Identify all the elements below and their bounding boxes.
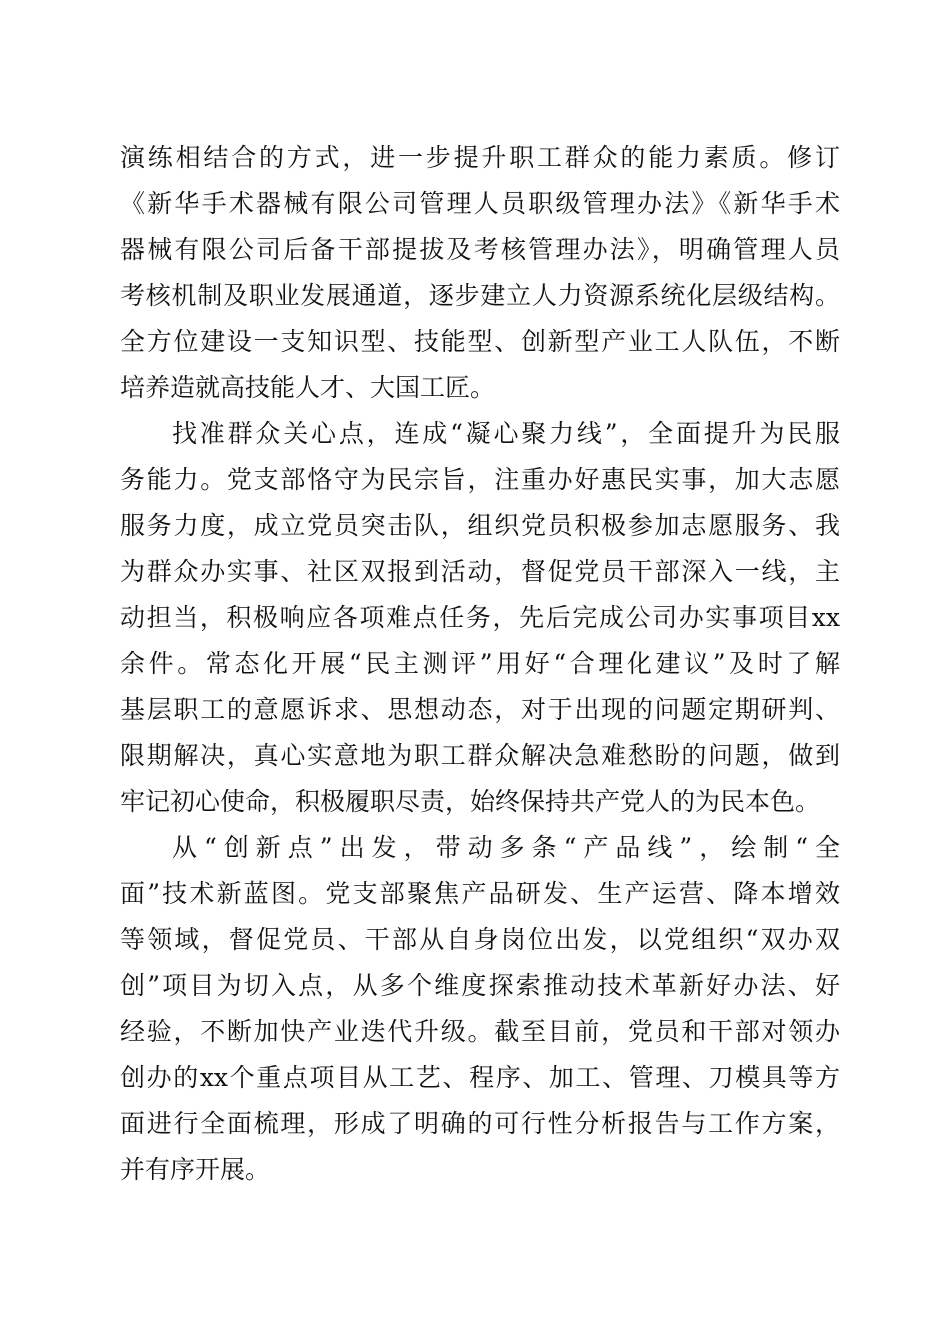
text-line: 全方位建设一支知识型、技能型、创新型产业工人队伍，不断 (120, 327, 840, 356)
text-line: 为群众办实事、社区双报到活动，督促党员干部深入一线，主 (120, 557, 840, 586)
text-line: 并有序开展。 (120, 1155, 271, 1184)
text-line: 服务力度，成立党员突击队，组织党员积极参加志愿服务、我 (120, 511, 840, 540)
text-line: 经验，不断加快产业迭代升级。截至目前，党员和干部对领办 (120, 1017, 840, 1046)
text-line: 等领域，督促党员、干部从自身岗位出发，以党组织“双办双 (120, 925, 840, 954)
text-line: 《新华手术器械有限公司管理人员职级管理办法》《新华手术 (120, 189, 840, 218)
paragraph-1 (120, 135, 840, 411)
text-line: 牢记初心使命，积极履职尽责，始终保持共产党人的为民本色。 (120, 787, 821, 816)
text-line: 余件。常态化开展“民主测评”用好“合理化建议”及时了解 (120, 649, 840, 678)
text-line: 创办的xx个重点项目从工艺、程序、加工、管理、刀模具等方 (120, 1063, 840, 1092)
text-line: 面进行全面梳理，形成了明确的可行性分析报告与工作方案， (120, 1109, 840, 1138)
paragraph-3 (120, 825, 840, 1193)
text-line: 创”项目为切入点，从多个维度探索推动技术革新好办法、好 (120, 971, 840, 1000)
text-line: 基层职工的意愿诉求、思想动态，对于出现的问题定期研判、 (120, 695, 840, 724)
text-line: 演练相结合的方式，进一步提升职工群众的能力素质。修订 (120, 143, 840, 172)
text-line: 从“创新点”出发，带动多条“产品线”，绘制“全 (172, 833, 840, 862)
paragraph-2 (120, 411, 840, 825)
text-line: 找准群众关心点，连成“凝心聚力线”，全面提升为民服 (172, 419, 840, 448)
text-line: 面”技术新蓝图。党支部聚焦产品研发、生产运营、降本增效 (120, 879, 840, 908)
text-line: 器械有限公司后备干部提拔及考核管理办法》，明确管理人员 (120, 235, 840, 264)
text-line: 动担当，积极响应各项难点任务，先后完成公司办实事项目xx (120, 603, 840, 632)
text-line: 考核机制及职业发展通道，逐步建立人力资源系统化层级结构。 (120, 281, 840, 310)
text-line: 务能力。党支部恪守为民宗旨，注重办好惠民实事，加大志愿 (120, 465, 840, 494)
document-body (120, 135, 840, 1193)
text-line: 培养造就高技能人才、大国工匠。 (120, 373, 496, 402)
text-line: 限期解决，真心实意地为职工群众解决急难愁盼的问题，做到 (120, 741, 840, 770)
